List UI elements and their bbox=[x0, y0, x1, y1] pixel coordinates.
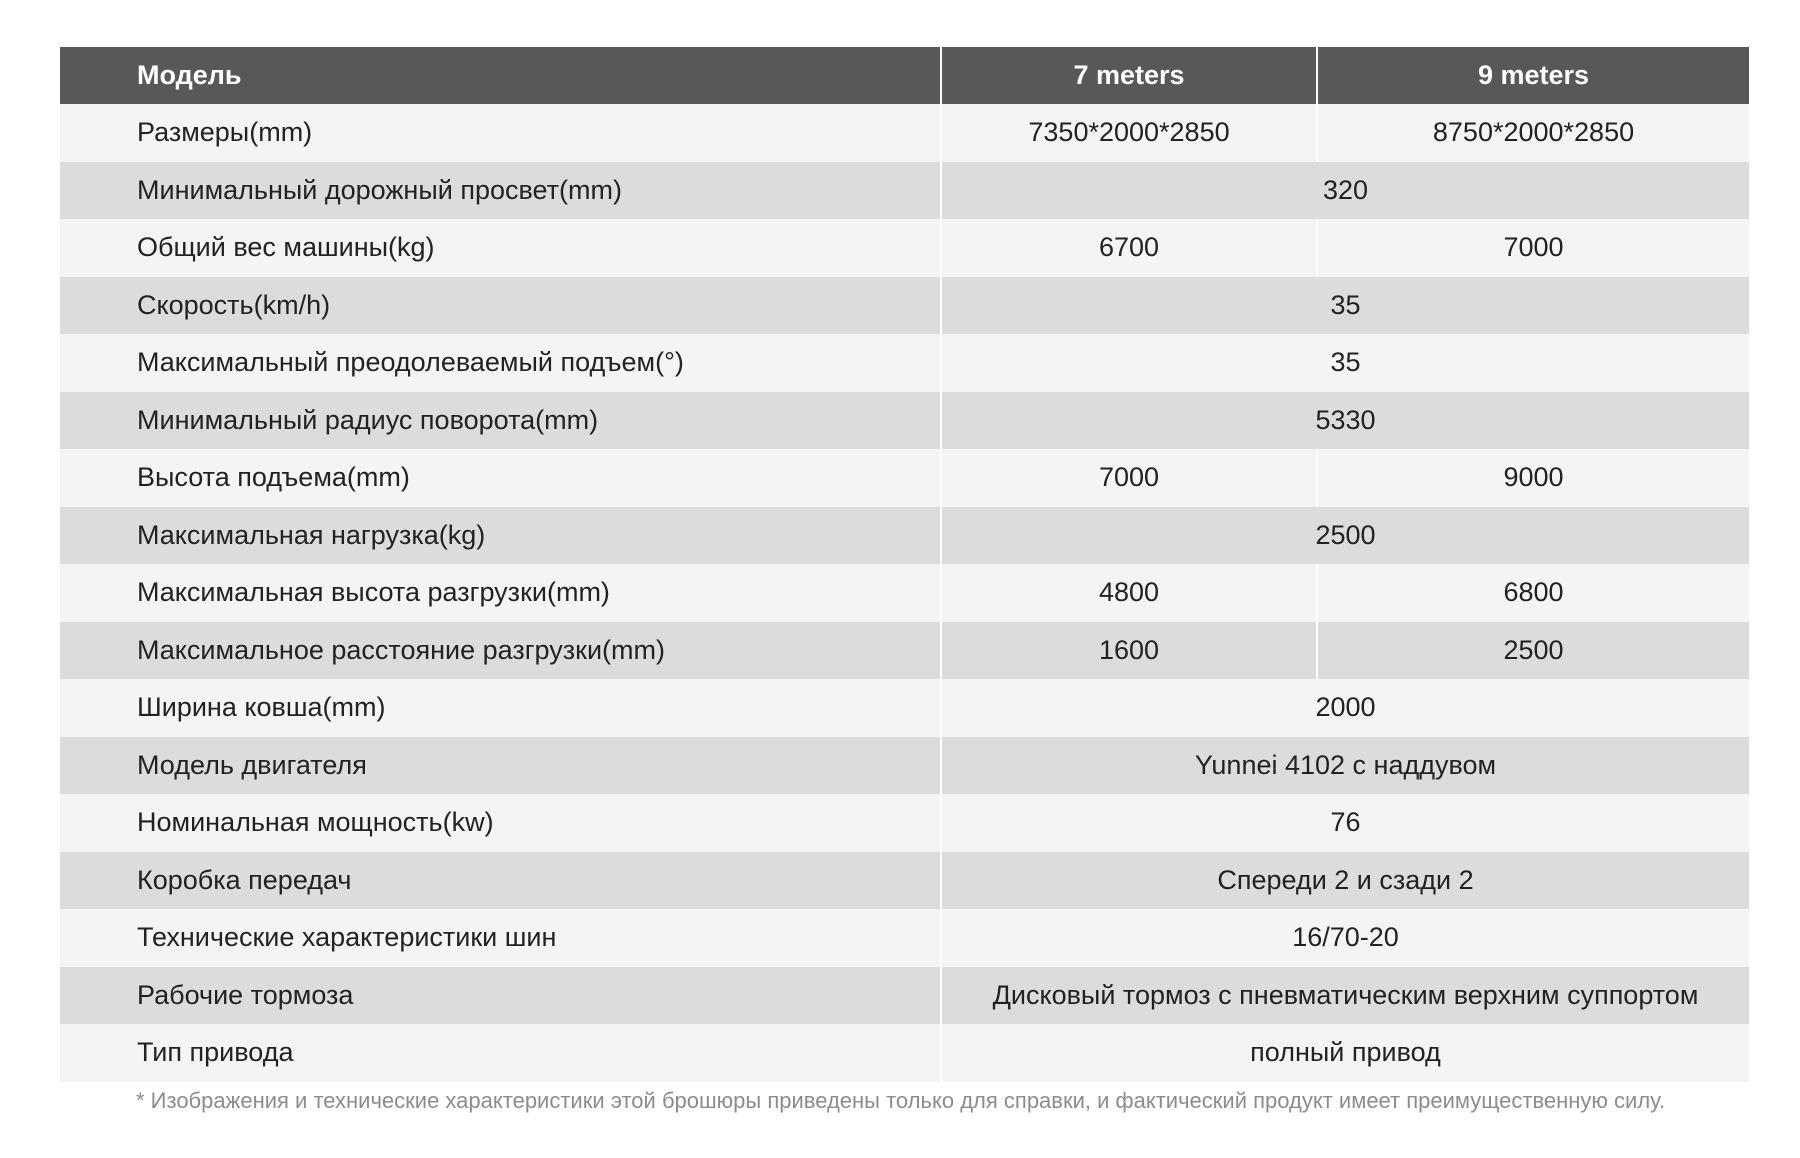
row-value-9-meters: 9000 bbox=[1317, 449, 1749, 507]
header-9-meters: 9 meters bbox=[1317, 47, 1749, 104]
table-row bbox=[60, 679, 1749, 737]
row-value-shared: Дисковый тормоз с пневматическим верхним суппортом bbox=[941, 967, 1749, 1025]
row-value-shared: 35 bbox=[941, 334, 1749, 392]
row-parameter-label: Технические характеристики шин bbox=[60, 909, 941, 967]
row-parameter-label: Рабочие тормоза bbox=[60, 967, 941, 1025]
spec-table-header bbox=[60, 47, 1749, 104]
header-model: Модель bbox=[60, 47, 941, 104]
table-row bbox=[60, 449, 1749, 507]
table-row bbox=[60, 622, 1749, 680]
row-value-7-meters: 7350*2000*2850 bbox=[941, 104, 1317, 162]
table-row bbox=[60, 967, 1749, 1025]
table-row bbox=[60, 219, 1749, 277]
table-row bbox=[60, 1024, 1749, 1082]
table-row bbox=[60, 564, 1749, 622]
row-value-7-meters: 1600 bbox=[941, 622, 1317, 680]
row-value-shared: 35 bbox=[941, 277, 1749, 335]
row-parameter-label: Минимальный дорожный просвет(mm) bbox=[60, 162, 941, 220]
row-value-shared: 16/70-20 bbox=[941, 909, 1749, 967]
row-parameter-label: Минимальный радиус поворота(mm) bbox=[60, 392, 941, 450]
row-parameter-label: Тип привода bbox=[60, 1024, 941, 1082]
table-row bbox=[60, 277, 1749, 335]
row-value-shared: 2000 bbox=[941, 679, 1749, 737]
row-parameter-label: Максимальный преодолеваемый подъем(°) bbox=[60, 334, 941, 392]
row-value-7-meters: 6700 bbox=[941, 219, 1317, 277]
row-value-shared: 5330 bbox=[941, 392, 1749, 450]
row-value-shared: Спереди 2 и сзади 2 bbox=[941, 852, 1749, 910]
row-parameter-label: Ширина ковша(mm) bbox=[60, 679, 941, 737]
table-row bbox=[60, 794, 1749, 852]
table-row bbox=[60, 162, 1749, 220]
row-parameter-label: Высота подъема(mm) bbox=[60, 449, 941, 507]
table-row bbox=[60, 334, 1749, 392]
row-parameter-label: Коробка передач bbox=[60, 852, 941, 910]
row-value-7-meters: 7000 bbox=[941, 449, 1317, 507]
spec-table bbox=[60, 47, 1749, 1082]
row-parameter-label: Скорость(km/h) bbox=[60, 277, 941, 335]
row-value-shared: 2500 bbox=[941, 507, 1749, 565]
row-parameter-label: Максимальная нагрузка(kg) bbox=[60, 507, 941, 565]
row-value-shared: 76 bbox=[941, 794, 1749, 852]
row-value-shared: 320 bbox=[941, 162, 1749, 220]
row-parameter-label: Размеры(mm) bbox=[60, 104, 941, 162]
row-parameter-label: Общий вес машины(kg) bbox=[60, 219, 941, 277]
row-value-9-meters: 6800 bbox=[1317, 564, 1749, 622]
row-value-9-meters: 2500 bbox=[1317, 622, 1749, 680]
row-value-shared: полный привод bbox=[941, 1024, 1749, 1082]
row-parameter-label: Номинальная мощность(kw) bbox=[60, 794, 941, 852]
footnote: * Изображения и технические характеристики этой брошюры приведены только для справки, и фактический продукт имеет преимущественную силу. bbox=[136, 1088, 1666, 1113]
header-7-meters: 7 meters bbox=[941, 47, 1317, 104]
row-value-9-meters: 8750*2000*2850 bbox=[1317, 104, 1749, 162]
row-parameter-label: Максимальное расстояние разгрузки(mm) bbox=[60, 622, 941, 680]
table-row bbox=[60, 104, 1749, 162]
spec-table-body bbox=[60, 104, 1749, 1082]
header-row bbox=[60, 47, 1749, 104]
table-row bbox=[60, 507, 1749, 565]
row-value-7-meters: 4800 bbox=[941, 564, 1317, 622]
row-value-9-meters: 7000 bbox=[1317, 219, 1749, 277]
row-parameter-label: Максимальная высота разгрузки(mm) bbox=[60, 564, 941, 622]
row-value-shared: Yunnei 4102 с наддувом bbox=[941, 737, 1749, 795]
table-row bbox=[60, 737, 1749, 795]
table-row bbox=[60, 392, 1749, 450]
table-row bbox=[60, 909, 1749, 967]
row-parameter-label: Модель двигателя bbox=[60, 737, 941, 795]
table-row bbox=[60, 852, 1749, 910]
